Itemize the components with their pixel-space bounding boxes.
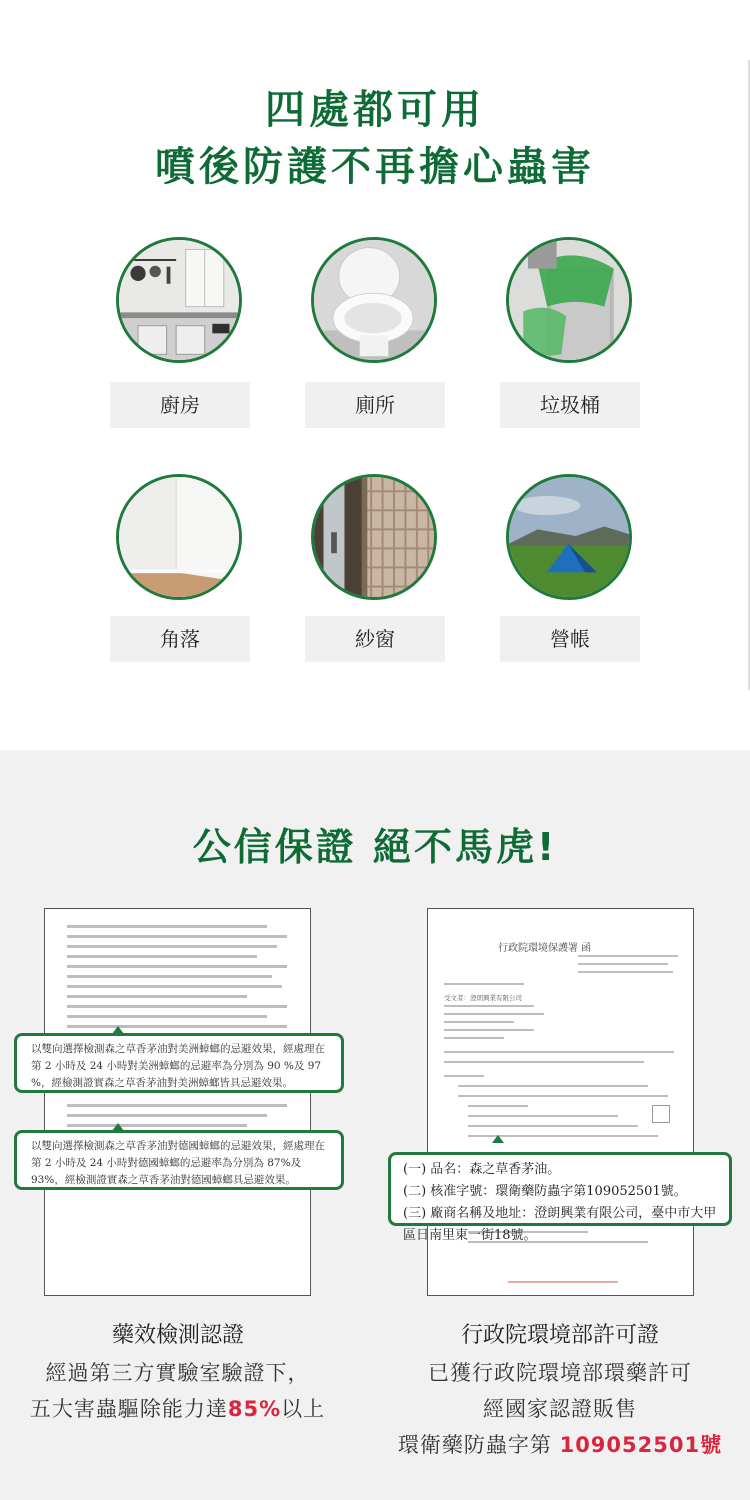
headline-line1: 四處都可用 bbox=[265, 87, 485, 133]
permit-product-name: (一) 品名：森之草香茅油。 bbox=[403, 1162, 561, 1177]
permit-number: (二) 核准字號：環衛藥防蟲字第109052501號。 bbox=[403, 1184, 687, 1199]
place-label-toilet: 廁所 bbox=[305, 382, 445, 428]
epa-caption-title: 行政院環境部許可證 bbox=[460, 1323, 659, 1348]
callout-pointer-3 bbox=[492, 1135, 504, 1143]
place-label-kitchen: 廚房 bbox=[110, 382, 250, 428]
epa-caption-line2: 經國家認證販售 bbox=[483, 1397, 637, 1421]
cockroach-test-callout-2: 以雙向選擇檢測森之草香茅油對德國蟑螂的忌避效果，經處理在第 2 小時及 24 小時對德國蟑螂的忌避率為分別為 87%及 93%，經檢測證實森之草香茅油對德國蟑螂具忌避效果。 bbox=[14, 1130, 344, 1190]
tent-photo bbox=[506, 474, 632, 600]
lab-caption-percentage: 85% bbox=[227, 1397, 282, 1421]
place-label-trash-can: 垃圾桶 bbox=[500, 382, 640, 428]
epa-caption-prefix: 環衛藥防蟲字第 bbox=[397, 1433, 560, 1457]
epa-caption-line1: 已獲行政院環境部環藥許可 bbox=[428, 1361, 692, 1385]
permit-callout bbox=[388, 1152, 732, 1243]
kitchen-photo bbox=[116, 237, 242, 363]
place-label-tent: 營帳 bbox=[500, 616, 640, 662]
epa-doc-heading: 行政院環境保護署 函 bbox=[498, 943, 592, 954]
trash-can-photo bbox=[506, 237, 632, 363]
place-label-window-screen: 紗窗 bbox=[305, 616, 445, 662]
lab-caption-line2 bbox=[0, 1393, 355, 1423]
room-corner-photo bbox=[116, 474, 242, 600]
lab-report-document bbox=[44, 908, 311, 1296]
lab-caption-prefix: 五大害蟲驅除能力達 bbox=[29, 1397, 228, 1421]
epa-doc-recipient: 受文者：澄朗興業有限公司 bbox=[444, 994, 522, 1002]
epa-permit-number-highlight: 109052501號 bbox=[559, 1433, 723, 1457]
certification-section bbox=[0, 750, 750, 1500]
lab-caption-suffix: 以上 bbox=[281, 1397, 326, 1421]
epa-caption-line3 bbox=[385, 1429, 735, 1459]
place-label-corner: 角落 bbox=[110, 616, 250, 662]
certification-title: 公信保證 絕不馬虎! bbox=[192, 825, 558, 869]
toilet-photo bbox=[311, 237, 437, 363]
lab-caption-line1: 經過第三方實驗室驗證下， bbox=[45, 1361, 310, 1385]
permit-manufacturer: (三) 廠商名稱及地址：澄朗興業有限公司，臺中市大甲區日南里東一街18號。 bbox=[403, 1206, 717, 1243]
headline-line2: 噴後防護不再擔心蟲害 bbox=[155, 144, 595, 190]
stamp-mark bbox=[652, 1105, 670, 1123]
window-screen-photo bbox=[311, 474, 437, 600]
lab-caption-title: 藥效檢測認證 bbox=[111, 1323, 244, 1348]
cockroach-test-callout-1: 以雙向選擇檢測森之草香茅油對美洲蟑螂的忌避效果，經處理在第 2 小時及 24 小時對美洲蟑螂的忌避率為分別為 90 %及 97 %，經檢測證實森之草香茅油對美洲蟑螂皆具忌避效果。 bbox=[14, 1033, 344, 1093]
